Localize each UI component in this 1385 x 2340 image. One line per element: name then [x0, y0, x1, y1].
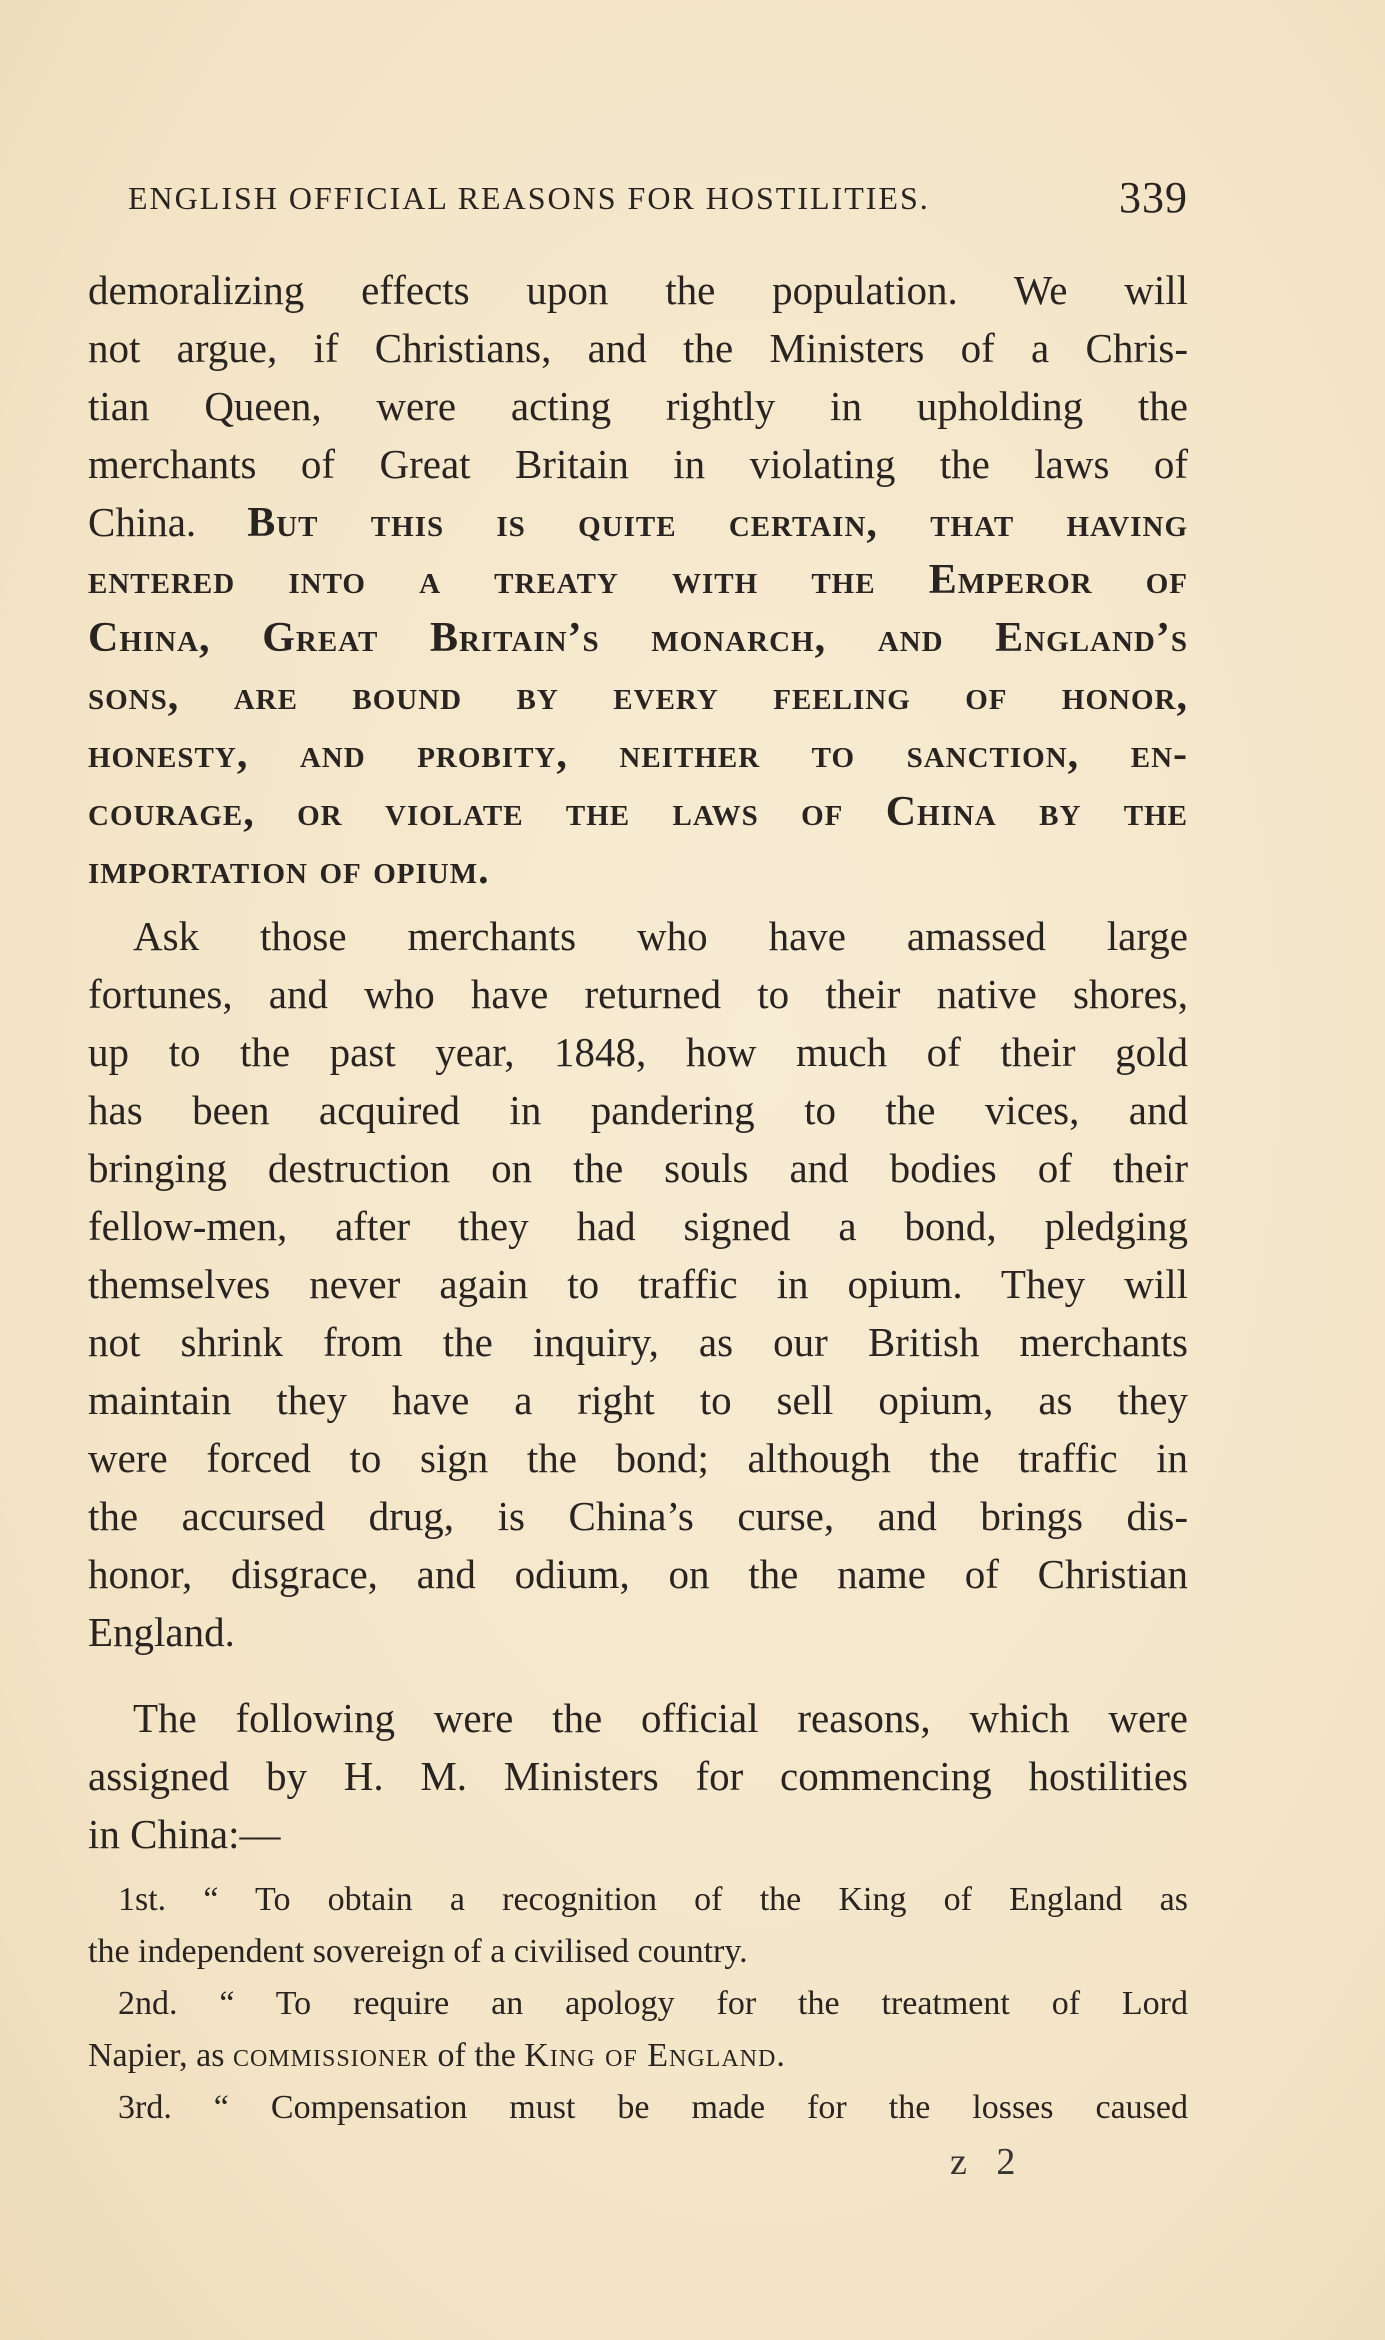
- small-caps-line: honesty, and probity, neither to sanction, en-: [88, 731, 1188, 777]
- text-line: demoralizing effects upon the population. We will: [88, 267, 1188, 313]
- small-caps-line: sons, are bound by every feeling of honor,: [88, 673, 1188, 719]
- text-line: assigned by H. M. Ministers for commencing hostilities: [88, 1753, 1188, 1799]
- text-line: Ask those merchants who have amassed large: [133, 913, 1188, 959]
- text-line: [88, 494, 1188, 551]
- small-caps-text: King of England.: [524, 2037, 786, 2074]
- reason-line: 1st. “ To obtain a recognition of the King of England as: [118, 1881, 1188, 1918]
- small-caps-text: commissioner: [232, 2037, 429, 2074]
- text-line: fellow-men, after they had signed a bond, pledging: [88, 1203, 1188, 1249]
- small-caps-line: importation of opium.: [88, 847, 490, 893]
- text-line: up to the past year, 1848, how much of their gold: [88, 1029, 1188, 1075]
- text-line: not shrink from the inquiry, as our British merchants: [88, 1319, 1188, 1365]
- reason-line: 3rd. “ Compensation must be made for the losses caused: [118, 2089, 1188, 2126]
- page-number: 339: [1119, 173, 1188, 222]
- reason-line: [88, 2032, 1188, 2080]
- text-line: has been acquired in pandering to the vices, and: [88, 1087, 1188, 1133]
- text-line: tian Queen, were acting rightly in upholding the: [88, 383, 1188, 429]
- plain-text: of the: [437, 2037, 516, 2074]
- running-header: [128, 170, 1188, 230]
- small-caps-text: But this is quite certain, that having: [247, 500, 1188, 546]
- text-line: bringing destruction on the souls and bodies of their: [88, 1145, 1188, 1191]
- small-caps-line: courage, or violate the laws of China by the: [88, 789, 1188, 835]
- text-line: in China:—: [88, 1811, 281, 1857]
- small-caps-line: China, Great Britain’s monarch, and England’s: [88, 615, 1188, 661]
- text-line: England.: [88, 1609, 235, 1655]
- text-line: maintain they have a right to sell opium, as they: [88, 1377, 1188, 1423]
- running-title: ENGLISH OFFICIAL REASONS FOR HOSTILITIES.: [128, 180, 930, 216]
- text-line: The following were the official reasons, which were: [133, 1695, 1188, 1741]
- signature-mark: z 2: [950, 2141, 1026, 2183]
- text-line: honor, disgrace, and odium, on the name of Christian: [88, 1551, 1188, 1597]
- text-line: fortunes, and who have returned to their native shores,: [88, 971, 1188, 1017]
- plain-text: Napier, as: [88, 2037, 225, 2074]
- reason-line: the independent sovereign of a civilised country.: [88, 1933, 748, 1970]
- plain-text: China.: [88, 499, 197, 545]
- text-line: the accursed drug, is China’s curse, and brings dis-: [88, 1493, 1188, 1539]
- small-caps-line: entered into a treaty with the Emperor of: [88, 557, 1188, 603]
- text-line: were forced to sign the bond; although the traffic in: [88, 1435, 1188, 1481]
- reason-line: 2nd. “ To require an apology for the treatment of Lord: [118, 1985, 1188, 2022]
- text-line: merchants of Great Britain in violating the laws of: [88, 441, 1188, 487]
- text-line: not argue, if Christians, and the Ministers of a Chris-: [88, 325, 1188, 371]
- text-line: themselves never again to traffic in opium. They will: [88, 1261, 1188, 1307]
